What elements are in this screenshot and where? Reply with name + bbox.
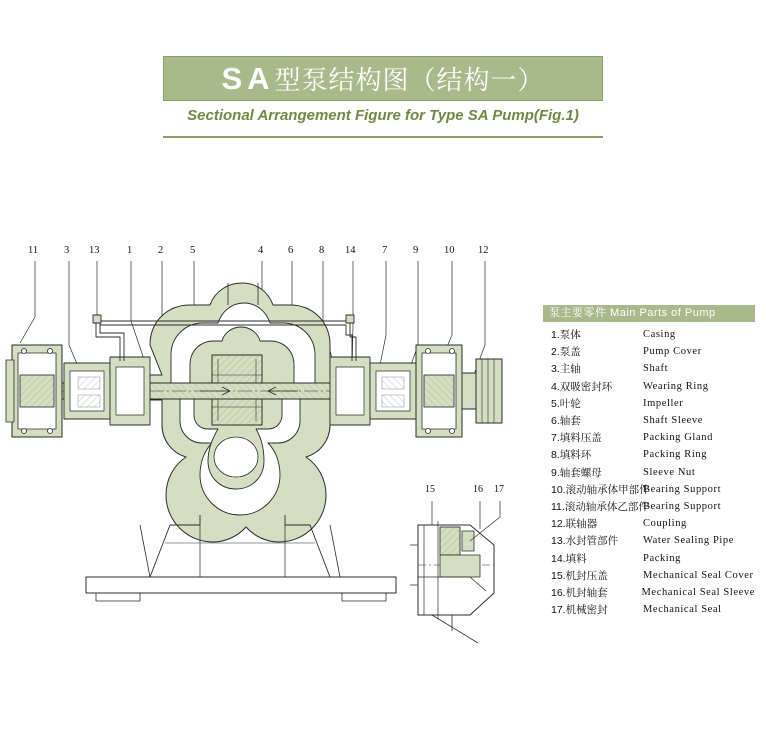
part-label-cn bbox=[543, 602, 643, 617]
callout-6: 6 bbox=[288, 245, 294, 256]
part-name-cn: 双吸密封环 bbox=[559, 380, 613, 393]
title-english: Sectional Arrangement Figure for Type SA Pump(Fig.1) bbox=[187, 107, 579, 124]
callout-3: 3 bbox=[64, 245, 70, 256]
callout-8: 8 bbox=[319, 245, 325, 256]
part-number: 3. bbox=[551, 363, 560, 376]
part-label-cn bbox=[543, 499, 649, 514]
part-name-cn: 填料 bbox=[565, 552, 587, 565]
part-label-cn bbox=[543, 327, 643, 342]
callout-13: 13 bbox=[89, 245, 100, 256]
parts-list-item bbox=[543, 326, 755, 343]
parts-list-item bbox=[543, 343, 755, 360]
callout-11: 11 bbox=[28, 245, 39, 256]
title-rest: 泵结构图（结构一） bbox=[301, 66, 545, 95]
part-number: 2. bbox=[551, 346, 560, 359]
parts-list-item bbox=[543, 429, 755, 446]
title-type: 型 bbox=[274, 66, 302, 95]
part-name-en: Packing Ring bbox=[643, 449, 708, 461]
part-name-en: Water Sealing Pipe bbox=[643, 535, 735, 547]
part-name-cn: 轴套螺母 bbox=[559, 466, 602, 479]
coupling bbox=[462, 359, 502, 423]
part-number: 15. bbox=[551, 569, 566, 582]
callout-12: 12 bbox=[478, 245, 489, 256]
title-chinese bbox=[163, 56, 603, 101]
part-name-cn: 填料压盖 bbox=[559, 432, 602, 445]
part-number: 1. bbox=[551, 329, 560, 342]
part-number: 8. bbox=[551, 449, 560, 462]
mechanical-seal-detail bbox=[410, 501, 500, 643]
part-name-en: Shaft bbox=[643, 363, 669, 375]
part-label-cn bbox=[543, 568, 643, 583]
parts-list-item bbox=[543, 395, 755, 412]
part-label-cn bbox=[543, 344, 643, 359]
part-name-cn: 机封轴套 bbox=[565, 586, 608, 599]
part-label-cn bbox=[543, 482, 650, 497]
part-number: 7. bbox=[551, 432, 560, 445]
detail-callout-16: 16 bbox=[473, 484, 483, 495]
part-label-cn bbox=[543, 551, 643, 566]
part-name-cn: 泵盖 bbox=[559, 346, 581, 359]
part-number: 14. bbox=[551, 552, 566, 565]
part-number: 16. bbox=[551, 586, 566, 599]
part-number: 9. bbox=[551, 466, 560, 479]
part-name-en: Mechanical Seal Cover bbox=[643, 569, 754, 581]
part-number: 12. bbox=[551, 518, 566, 531]
callout-5: 5 bbox=[190, 245, 196, 256]
part-name-cn: 滚动轴承体甲部件 bbox=[565, 483, 650, 496]
right-bearing-support bbox=[416, 345, 462, 437]
part-name-en: Bearing Support bbox=[643, 500, 722, 512]
callout-7: 7 bbox=[382, 245, 388, 256]
parts-list-item bbox=[543, 412, 755, 429]
left-packing-gland bbox=[64, 357, 150, 425]
part-name-en: Sleeve Nut bbox=[643, 466, 696, 478]
part-label-cn bbox=[543, 585, 642, 600]
detail-callout-17: 17 bbox=[494, 484, 504, 495]
part-number: 10. bbox=[551, 483, 566, 496]
parts-list-item bbox=[543, 378, 755, 395]
parts-list-item bbox=[543, 567, 755, 584]
part-label-cn bbox=[543, 379, 643, 394]
part-name-en: Wearing Ring bbox=[643, 380, 709, 392]
part-name-en: Pump Cover bbox=[643, 346, 702, 358]
part-name-cn: 轴套 bbox=[559, 415, 581, 428]
parts-list-item bbox=[543, 515, 755, 532]
callout-2: 2 bbox=[158, 245, 164, 256]
part-name-cn: 填料环 bbox=[559, 449, 592, 462]
part-label-cn bbox=[543, 361, 643, 376]
part-number: 11. bbox=[551, 500, 565, 513]
part-number: 13. bbox=[551, 535, 566, 548]
part-label-cn bbox=[543, 430, 643, 445]
callout-14: 14 bbox=[345, 245, 356, 256]
part-name-cn: 叶轮 bbox=[559, 397, 581, 410]
callout-1: 1 bbox=[127, 245, 133, 256]
parts-list-item bbox=[543, 446, 755, 463]
callout-9: 9 bbox=[413, 245, 419, 256]
parts-list-item bbox=[543, 532, 755, 549]
part-name-en: Casing bbox=[643, 329, 676, 341]
part-number: 5. bbox=[551, 397, 560, 410]
title-model: SA bbox=[221, 61, 275, 96]
part-name-en: Coupling bbox=[643, 518, 687, 530]
left-bearing-support bbox=[6, 345, 62, 437]
part-label-cn bbox=[543, 533, 643, 548]
part-name-en: Packing bbox=[643, 552, 682, 564]
parts-list bbox=[543, 322, 755, 618]
part-number: 6. bbox=[551, 415, 560, 428]
part-label-cn bbox=[543, 516, 643, 531]
part-name-en: Bearing Support bbox=[643, 483, 722, 495]
part-name-cn: 滚动轴承体乙部件 bbox=[564, 500, 649, 513]
title-underline bbox=[163, 103, 603, 138]
parts-list-panel bbox=[543, 305, 755, 618]
part-label-cn bbox=[543, 413, 643, 428]
part-name-cn: 机械密封 bbox=[565, 604, 608, 617]
title-block bbox=[163, 56, 603, 140]
part-number: 17. bbox=[551, 604, 566, 617]
part-name-cn: 主轴 bbox=[559, 363, 581, 376]
part-label-cn bbox=[543, 396, 643, 411]
parts-list-item bbox=[543, 584, 755, 601]
part-name-cn: 泵体 bbox=[559, 329, 581, 342]
parts-list-item bbox=[543, 464, 755, 481]
parts-list-header: 泵主要零件 Main Parts of Pump bbox=[543, 305, 755, 322]
part-name-en: Mechanical Seal bbox=[643, 604, 722, 616]
part-name-en: Mechanical Seal Sleeve bbox=[641, 586, 755, 598]
callout-4: 4 bbox=[258, 245, 264, 256]
part-name-cn: 机封压盖 bbox=[565, 569, 608, 582]
part-number: 4. bbox=[551, 380, 560, 393]
callout-10: 10 bbox=[444, 245, 455, 256]
part-label-cn bbox=[543, 447, 643, 462]
part-name-en: Impeller bbox=[643, 397, 684, 409]
parts-list-item bbox=[543, 498, 755, 515]
part-name-cn: 水封管部件 bbox=[565, 535, 619, 548]
part-label-cn bbox=[543, 465, 643, 480]
pump-sectional-drawing bbox=[0, 225, 560, 645]
part-name-en: Shaft Sleeve bbox=[643, 415, 703, 427]
pump-drawing-svg bbox=[0, 225, 560, 645]
part-name-en: Packing Gland bbox=[643, 432, 713, 444]
parts-list-item bbox=[543, 601, 755, 618]
detail-callout-15: 15 bbox=[425, 484, 435, 495]
right-packing-gland bbox=[330, 357, 416, 425]
parts-list-item bbox=[543, 481, 755, 498]
part-name-cn: 联轴器 bbox=[565, 518, 598, 531]
parts-list-item bbox=[543, 549, 755, 566]
parts-list-item bbox=[543, 360, 755, 377]
